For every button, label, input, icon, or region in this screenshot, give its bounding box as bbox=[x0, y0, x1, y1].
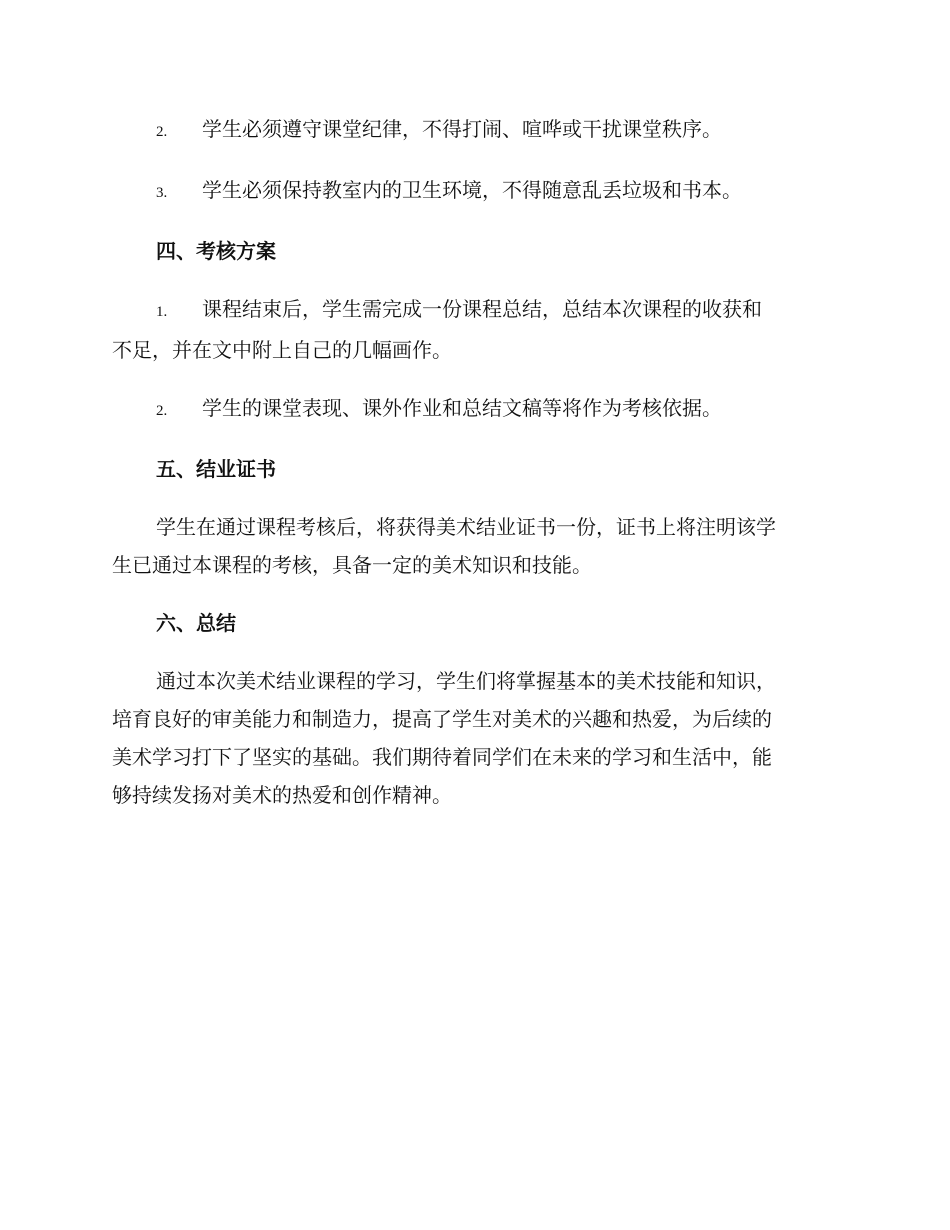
assess-item-2 bbox=[112, 389, 834, 430]
list-number: 3. bbox=[156, 185, 168, 201]
list-text: 学生必须保持教室内的卫生环境，不得随意乱丢垃圾和书本。 bbox=[202, 178, 742, 202]
document-page bbox=[112, 110, 834, 834]
section-heading-certificate: 五、结业证书 bbox=[156, 457, 276, 481]
assess-item-1 bbox=[112, 290, 834, 369]
paragraph-line: 美术学习打下了坚实的基础。我们期待着同学们在未来的学习和生活中，能 bbox=[112, 745, 772, 769]
list-number: 2. bbox=[156, 403, 168, 419]
paragraph-line: 培育良好的审美能力和制造力，提高了学生对美术的兴趣和热爱，为后续的 bbox=[112, 707, 772, 731]
certificate-paragraph bbox=[112, 508, 834, 584]
section-heading-assessment: 四、考核方案 bbox=[156, 239, 276, 263]
paragraph-line: 够持续发扬对美术的热爱和创作精神。 bbox=[112, 783, 452, 807]
list-text: 学生的课堂表现、课外作业和总结文稿等将作为考核依据。 bbox=[202, 396, 722, 420]
rule-item-2 bbox=[112, 110, 834, 151]
list-text-continued: 不足，并在文中附上自己的几幅画作。 bbox=[112, 338, 452, 362]
rule-item-3 bbox=[112, 171, 834, 212]
paragraph-line: 学生在通过课程考核后，将获得美术结业证书一份，证书上将注明该学 bbox=[156, 515, 776, 539]
paragraph-line: 生已通过本课程的考核，具备一定的美术知识和技能。 bbox=[112, 553, 592, 577]
list-number: 2. bbox=[156, 124, 168, 140]
list-text: 课程结束后，学生需完成一份课程总结，总结本次课程的收获和 bbox=[202, 297, 762, 321]
list-number: 1. bbox=[156, 304, 168, 320]
section-heading-summary: 六、总结 bbox=[156, 611, 236, 635]
paragraph-line: 通过本次美术结业课程的学习，学生们将掌握基本的美术技能和知识， bbox=[156, 669, 776, 693]
summary-paragraph bbox=[112, 662, 834, 814]
list-text: 学生必须遵守课堂纪律，不得打闹、喧哗或干扰课堂秩序。 bbox=[202, 117, 722, 141]
